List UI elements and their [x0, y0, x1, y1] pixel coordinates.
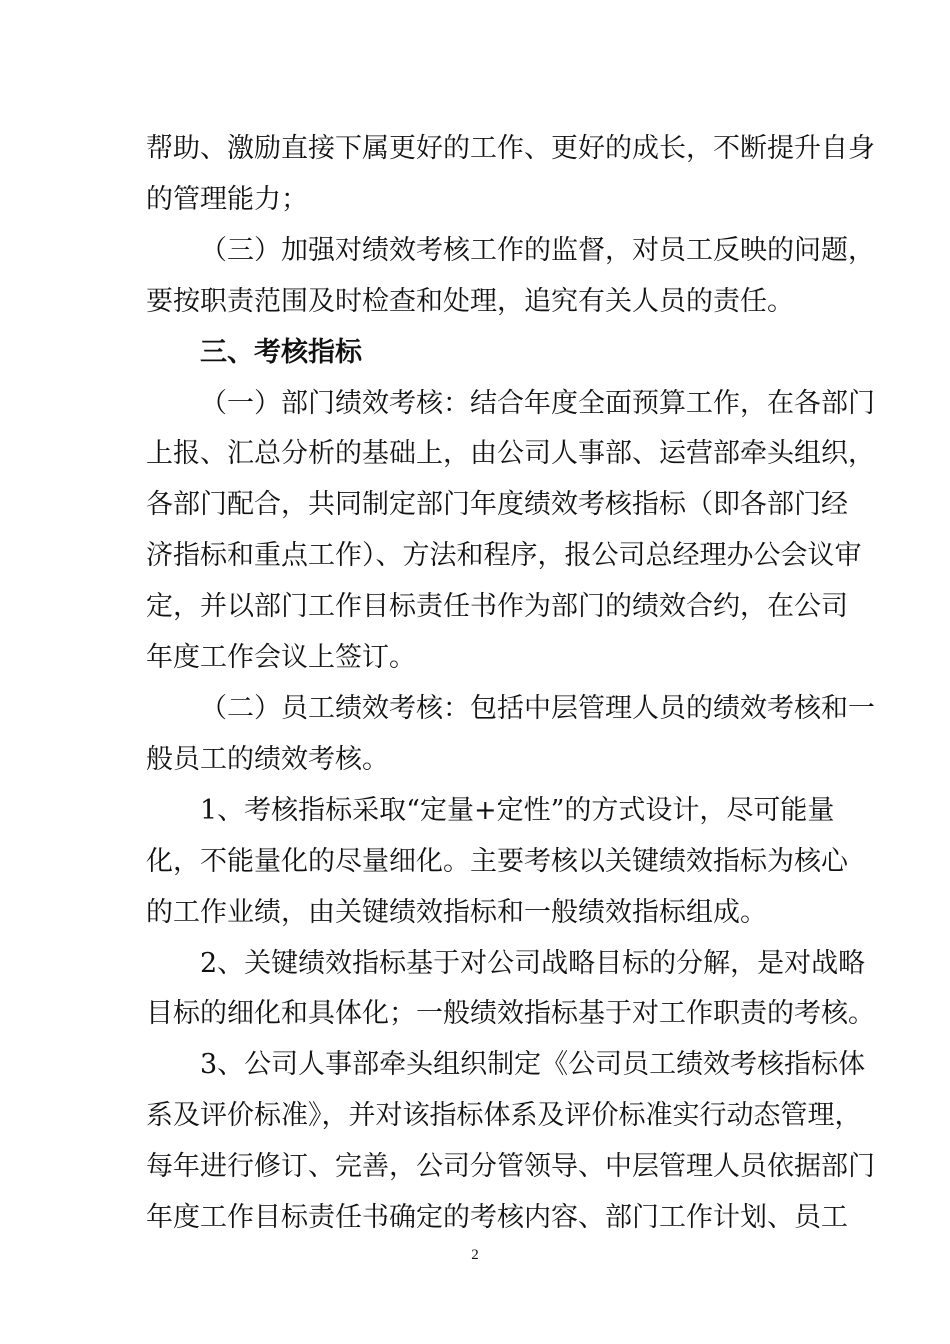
text-line: （二）员工绩效考核：包括中层管理人员的绩效考核和一 — [200, 693, 875, 724]
text-line: （一）部门绩效考核：结合年度全面预算工作，在各部门 — [200, 388, 875, 419]
text-line: 要按职责范围及时检查和处理，追究有关人员的责任。 — [146, 286, 794, 317]
text-line: 的工作业绩，由关键绩效指标和一般绩效指标组成。 — [146, 897, 767, 928]
text-line: 年度工作目标责任书确定的考核内容、部门工作计划、员工 — [146, 1202, 848, 1233]
text-line: 定，并以部门工作目标责任书作为部门的绩效合约，在公司 — [146, 591, 848, 622]
text-line: 帮助、激励直接下属更好的工作、更好的成长，不断提升自身 — [146, 133, 875, 164]
text-line: 系及评价标准》，并对该指标体系及评价标准实行动态管理， — [146, 1100, 862, 1131]
text-line: 1、考核指标采取“定量+定性”的方式设计，尽可能量 — [200, 795, 835, 826]
text-line: 各部门配合，共同制定部门年度绩效考核指标（即各部门经 — [146, 489, 848, 520]
text-line: （三）加强对绩效考核工作的监督，对员工反映的问题， — [200, 235, 875, 266]
section-heading: 三、考核指标 — [200, 337, 362, 368]
text-line: 化，不能量化的尽量细化。主要考核以关键绩效指标为核心 — [146, 846, 848, 877]
text-line: 的管理能力； — [146, 184, 308, 215]
text-line: 年度工作会议上签订。 — [146, 642, 416, 673]
text-line: 目标的细化和具体化；一般绩效指标基于对工作职责的考核。 — [146, 998, 875, 1029]
text-line: 上报、汇总分析的基础上，由公司人事部、运营部牵头组织， — [146, 438, 875, 469]
page-number: 2 — [471, 1247, 479, 1263]
text-line: 2、关键绩效指标基于对公司战略目标的分解，是对战略 — [200, 948, 866, 979]
text-line: 每年进行修订、完善，公司分管领导、中层管理人员依据部门 — [146, 1151, 875, 1182]
text-line: 3、公司人事部牵头组织制定《公司员工绩效考核指标体 — [200, 1049, 866, 1080]
text-line: 济指标和重点工作）、方法和程序，报公司总经理办公会议审 — [146, 540, 862, 571]
text-line: 般员工的绩效考核。 — [146, 744, 389, 775]
